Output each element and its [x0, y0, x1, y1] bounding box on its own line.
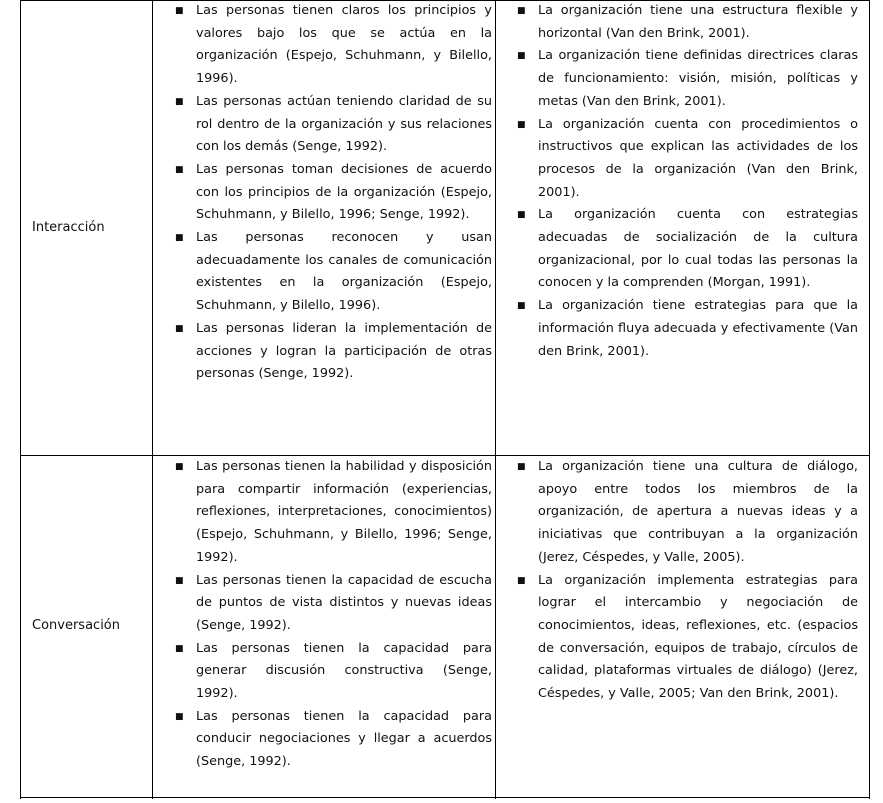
personas-list [164, 0, 492, 386]
list-item: ■ Las personas lideran la implementación de acciones y logran la participación de otras personas (Senge, 1992). [164, 318, 492, 386]
personas-list [164, 456, 492, 774]
list-item: ■ Las personas tienen la capacidad de escucha de puntos de vista distintos y nuevas ideas (Senge, 1992). [164, 570, 492, 638]
list-item: ■ Las personas toman decisiones de acuerdo con los principios de la organización (Espejo, Schuhmann, y Bilello, 1996; Senge, 1992). [164, 159, 492, 227]
organizacion-list [506, 456, 858, 706]
list-item: ■ La organización tiene definidas directrices claras de funcionamiento: visión, misión, políticas y metas (Van den Brink, 2001). [506, 45, 858, 113]
bullet-icon: ■ [517, 575, 526, 586]
bullet-icon: ■ [175, 711, 184, 722]
bullet-icon: ■ [175, 323, 184, 334]
bullet-icon: ■ [517, 210, 526, 221]
organizacion-list [506, 0, 858, 363]
row-label-interaccion: Interacción [32, 220, 105, 235]
bullet-icon: ■ [517, 462, 526, 472]
row-label-conversacion: Conversación [32, 618, 120, 633]
table [20, 0, 870, 799]
bullet-icon: ■ [517, 51, 526, 62]
list-item: ■ La organización cuenta con estrategias adecuadas de socialización de la cultura organizacional, por lo cual todas las personas la conocen y la comprenden (Morgan, 1991). [506, 204, 858, 295]
column-divider [152, 0, 153, 799]
list-item: ■ Las personas tienen la capacidad para conducir negociaciones y llegar a acuerdos (Senge, 1992). [164, 706, 492, 774]
bullet-icon: ■ [175, 643, 184, 654]
list-item: ■ Las personas tienen la capacidad para generar discusión constructiva (Senge, 1992). [164, 638, 492, 706]
bullet-icon: ■ [517, 6, 526, 16]
list-item: ■ La organización tiene una cultura de diálogo, apoyo entre todos los miembros de la organización, de apertura a nuevas ideas y a iniciativas que contribuyan a la organización (Jerez, Céspedes, y Valle, 2005). [506, 456, 858, 570]
bullet-icon: ■ [175, 164, 184, 175]
bullet-icon: ■ [517, 301, 526, 312]
bullet-icon: ■ [175, 575, 184, 586]
list-item: ■ Las personas actúan teniendo claridad de su rol dentro de la organización y sus relaciones con los demás (Senge, 1992). [164, 91, 492, 159]
table-border [869, 0, 870, 799]
table-border [20, 0, 21, 799]
bullet-icon: ■ [517, 119, 526, 130]
column-divider [495, 0, 496, 799]
list-item: ■ La organización tiene una estructura flexible y horizontal (Van den Brink, 2001). [506, 0, 858, 45]
list-item: ■ Las personas tienen la habilidad y disposición para compartir información (experiencias, reflexiones, interpretaciones, conocimientos) (Espejo, Schuhmann, y Bilello, 1996; Senge, 1992). [164, 456, 492, 570]
list-item: ■ Las personas reconocen y usan adecuadamente los canales de comunicación existentes en la organización (Espejo, Schuhmann, y Bilello, 1996). [164, 227, 492, 318]
list-item: ■ La organización cuenta con procedimientos o instructivos que explican las actividades de los procesos de la organización (Van den Brink, 2001). [506, 114, 858, 205]
bullet-icon: ■ [175, 96, 184, 107]
row-divider [20, 797, 870, 798]
list-item: ■ Las personas tienen claros los principios y valores bajo los que se actúa en la organización (Espejo, Schuhmann, y Bilello, 1996). [164, 0, 492, 91]
bullet-icon: ■ [175, 462, 184, 472]
bullet-icon: ■ [175, 233, 184, 244]
list-item: ■ La organización tiene estrategias para que la información fluya adecuada y efectivamente (Van den Brink, 2001). [506, 295, 858, 363]
bullet-icon: ■ [175, 6, 184, 16]
list-item: ■ La organización implementa estrategias para lograr el intercambio y negociación de conocimientos, ideas, reflexiones, etc. (espacios de conversación, equipos de trabajo, círculos de calidad, plataformas virtuales de diálogo) (Jerez, Céspedes, y Valle, 2005; Van den Brink, 2001). [506, 570, 858, 706]
